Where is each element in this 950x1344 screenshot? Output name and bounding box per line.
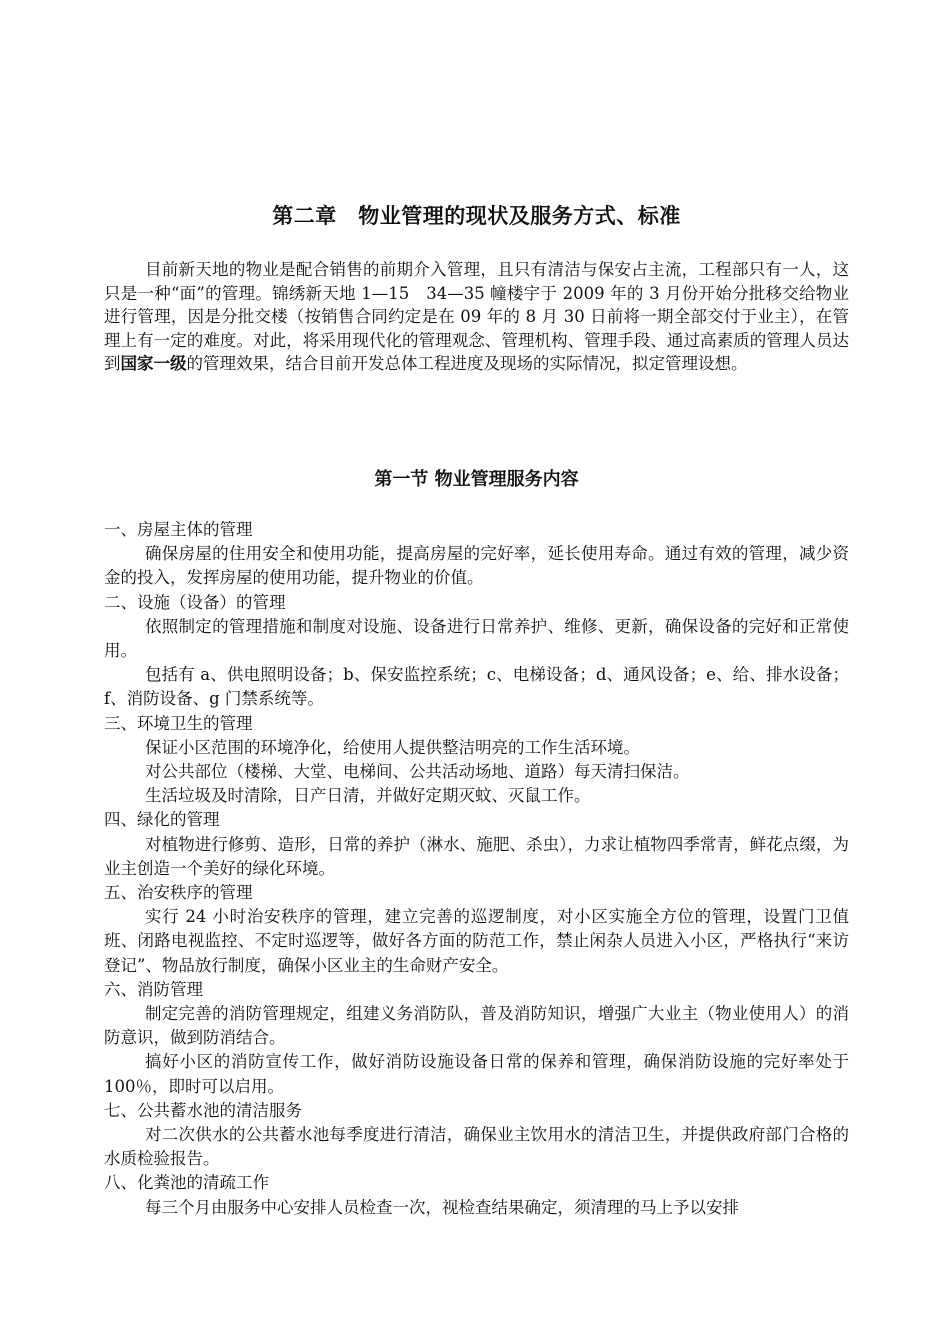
- service-content: [104, 518, 849, 1220]
- item-heading: 八、化粪池的清疏工作: [104, 1173, 269, 1193]
- item-heading: 二、设施（设备）的管理: [104, 592, 286, 612]
- item-heading: 三、环境卫生的管理: [104, 713, 253, 733]
- item-paragraph: 制定完善的消防管理规定，组建义务消防队，普及消防知识，增强广大业主（物业使用人）的消防意识，做到防消结合。: [104, 1004, 849, 1048]
- intro-text-before: 目前新天地的物业是配合销售的前期介入管理，且只有清洁与保安占主流，工程部只有一人，这只是一种“面”的管理。锦绣新天地 1—15 34—35 幢楼宇于 2009 年的 3 月份开始分批移交给物业进行管理，因是分批交楼（按销售合同约定是在 09 年的 8 月 30 日前将一期全部交付于业主），在管理上有一定的难度。对此，将采用现代化的管理观念、管理机构、管理手段、通过高素质的管理人员达到: [104, 260, 849, 374]
- item-paragraph: 搞好小区的消防宣传工作，做好消防设施设备日常的保养和管理，确保消防设施的完好率处于 100％，即时可以启用。: [104, 1052, 849, 1096]
- intro-text-after: 的管理效果，结合目前开发总体工程进度及现场的实际情况，拟定管理设想。: [186, 354, 748, 374]
- item-paragraph: 保证小区范围的环境净化，给使用人提供整洁明亮的工作生活环境。: [145, 737, 640, 757]
- chapter-title: 第二章 物业管理的现状及服务方式、标准: [272, 204, 681, 228]
- item-paragraph: 对植物进行修剪、造形，日常的养护（淋水、施肥、杀虫），力求让植物四季常青，鲜花点缀，为业主创造一个美好的绿化环境。: [104, 834, 849, 878]
- item-paragraph: 确保房屋的住用安全和使用功能，提高房屋的完好率，延长使用寿命。通过有效的管理，减少资金的投入，发挥房屋的使用功能，提升物业的价值。: [104, 544, 849, 588]
- item-paragraph: 生活垃圾及时清除，日产日清，并做好定期灭蚊、灭鼠工作。: [145, 786, 591, 806]
- item-heading: 六、消防管理: [104, 979, 203, 999]
- item-heading: 四、绿化的管理: [104, 810, 220, 830]
- item-paragraph: 每三个月由服务中心安排人员检查一次，视检查结果确定，须清理的马上予以安排: [145, 1197, 739, 1217]
- section-title: 第一节 物业管理服务内容: [374, 469, 579, 490]
- item-paragraph: 依照制定的管理措施和制度对设施、设备进行日常养护、维修、更新，确保设备的完好和正常使用。: [104, 616, 849, 661]
- item-heading: 七、公共蓄水池的清洁服务: [104, 1100, 302, 1120]
- item-heading: 五、治安秩序的管理: [104, 883, 253, 903]
- item-paragraph: 对公共部位（楼梯、大堂、电梯间、公共活动场地、道路）每天清扫保洁。: [145, 762, 690, 782]
- item-paragraph: 对二次供水的公共蓄水池每季度进行清洁，确保业主饮用水的清洁卫生，并提供政府部门合格的水质检验报告。: [104, 1125, 849, 1169]
- item-heading: 一、房屋主体的管理: [104, 520, 253, 539]
- item-paragraph: 包括有 a、供电照明设备；b、保安监控系统；c、电梯设备；d、通风设备；e、给、排水设备；f、消防设备、g 门禁系统等。: [104, 665, 849, 709]
- intro-paragraph: [104, 258, 849, 376]
- item-paragraph: 实行 24 小时治安秩序的管理，建立完善的巡逻制度，对小区实施全方位的管理，设置门卫值班、闭路电视监控、不定时巡逻等，做好各方面的防范工作，禁止闲杂人员进入小区，严格执行“来访登记”、物品放行制度，确保小区业主的生命财产安全。: [104, 907, 849, 975]
- intro-emphasis: 国家一级: [120, 354, 187, 374]
